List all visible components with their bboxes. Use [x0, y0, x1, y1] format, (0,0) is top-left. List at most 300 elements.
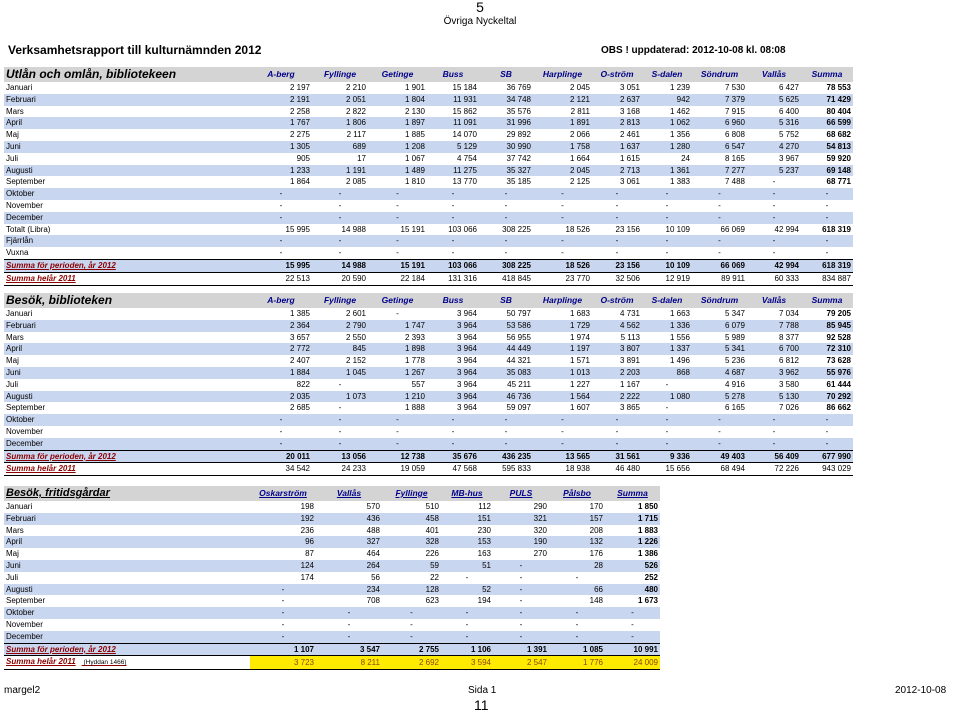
cell-value: 1 673	[637, 596, 658, 606]
cell-value: -	[592, 212, 642, 224]
period-sum-value: 10 991	[605, 643, 660, 656]
cell-value: 1 197	[533, 343, 592, 355]
period-sum-value: 2 755	[382, 643, 441, 656]
visits-table	[4, 293, 853, 476]
cell-value: 6 165	[724, 403, 745, 413]
cell-value: 3 807	[592, 343, 642, 355]
cell-value: 6 960	[692, 117, 747, 129]
cell-value: 1 045	[312, 367, 368, 379]
cell-value: 3 967	[778, 153, 799, 163]
cell-value: -	[427, 438, 479, 450]
cell-value: 56 955	[506, 332, 531, 342]
cell-value: 14 988	[341, 224, 366, 234]
column-header: Getinge	[368, 67, 427, 82]
cell-value: 31 996	[479, 117, 533, 129]
period-sum-value: 1 391	[493, 643, 549, 656]
period-sum-label: Summa för perioden, år 2012	[4, 450, 250, 463]
cell-value: 5 130	[747, 391, 801, 403]
cell-value: 226	[425, 549, 439, 559]
cell-value: 270	[533, 549, 547, 559]
cell-value: 327	[316, 536, 382, 548]
cell-value: -	[493, 560, 549, 572]
year-sum-value: 943 029	[801, 463, 853, 476]
cell-value: -	[642, 188, 692, 200]
cell-value: 234	[316, 584, 382, 596]
row-label: Februari	[4, 320, 250, 332]
cell-value: 1 356	[669, 130, 690, 140]
row-label: September	[6, 596, 46, 606]
cell-value: 5 278	[692, 391, 747, 403]
cell-value: 1 191	[312, 165, 368, 177]
table-row	[4, 141, 853, 153]
cell-value: 15 191	[400, 224, 425, 234]
cell-value: 618 319	[822, 224, 851, 234]
cell-value: -	[615, 426, 619, 436]
cell-value: -	[250, 438, 312, 450]
cell-value: 488	[366, 525, 380, 535]
cell-value: 22	[430, 572, 439, 582]
cell-value: 2 601	[345, 309, 366, 318]
cell-value: 79 205	[826, 309, 851, 318]
cell-value: 689	[312, 141, 368, 153]
cell-value: 4 754	[456, 153, 477, 163]
period-sum-value: 10 109	[642, 259, 692, 272]
cell-value: -	[479, 212, 533, 224]
column-header: Summa	[801, 67, 853, 82]
cell-value: 176	[589, 549, 603, 559]
cell-value: 54 813	[801, 141, 853, 153]
table-row	[4, 426, 853, 438]
cell-value: -	[665, 248, 669, 258]
cell-value: 526	[605, 560, 660, 572]
period-sum-value: 436 235	[479, 450, 533, 463]
cell-value: 905	[296, 153, 310, 163]
cell-value: 5 752	[778, 130, 799, 140]
cell-value: -	[549, 607, 605, 619]
cell-value: 480	[605, 584, 660, 596]
row-label: April	[4, 117, 250, 129]
period-sum-value: 20 011	[250, 450, 312, 463]
cell-value: -	[382, 607, 441, 619]
cell-value: -	[772, 177, 776, 187]
cell-value: 2 811	[570, 106, 590, 116]
footer-filename: margel2	[4, 685, 41, 696]
cell-value: 1 885	[404, 130, 425, 140]
cell-value: 290	[533, 502, 547, 511]
cell-value: -	[718, 248, 721, 258]
row-label: Januari	[6, 502, 33, 511]
table-row	[4, 212, 853, 224]
cell-value: 2 045	[569, 83, 590, 92]
cell-value: 1 901	[404, 83, 425, 92]
footer-page: Sida 1	[468, 685, 497, 696]
cell-value: 1 361	[642, 165, 692, 177]
table-row	[4, 536, 660, 548]
year-sum-value: 60 333	[747, 272, 801, 285]
cell-value: 18 526	[565, 224, 590, 234]
cell-value: 236	[300, 525, 314, 535]
cell-value: -	[493, 607, 549, 619]
period-sum-value: 1 107	[250, 643, 316, 656]
cell-value: 66	[549, 584, 605, 596]
cell-value: 15 184	[452, 83, 477, 92]
cell-value: 51	[441, 560, 493, 572]
table-row	[4, 188, 853, 200]
row-label: Januari	[6, 83, 33, 92]
cell-value: 3 061	[619, 177, 640, 187]
cell-value: 464	[366, 549, 380, 559]
youth-title: Besök, fritidsgårdar	[4, 486, 250, 501]
table-row	[4, 247, 853, 259]
period-sum-value: 18 526	[533, 259, 592, 272]
loans-table	[4, 67, 853, 286]
cell-value: 1 767	[250, 117, 312, 129]
year-sum-value: 20 590	[312, 272, 368, 285]
table-row	[4, 332, 853, 344]
cell-value: 2 407	[289, 356, 310, 366]
cell-value: 56	[371, 572, 380, 582]
row-label: Augusti	[4, 165, 250, 177]
cell-value: -	[368, 212, 427, 224]
cell-value: 7 788	[747, 320, 801, 332]
cell-value: -	[561, 426, 564, 436]
cell-value: 6 812	[778, 356, 799, 366]
cell-value: -	[281, 596, 285, 606]
cell-value: 2 085	[345, 177, 366, 187]
cell-value: 68 771	[826, 177, 851, 187]
cell-value: 1 280	[642, 141, 692, 153]
cell-value: -	[316, 607, 382, 619]
cell-value: -	[451, 200, 455, 210]
cell-value: -	[665, 403, 669, 413]
cell-value: 66 599	[801, 117, 853, 129]
cell-value: 2 822	[345, 106, 366, 116]
cell-value: 2 121	[533, 94, 592, 106]
cell-value: -	[250, 188, 312, 200]
cell-value: -	[396, 200, 399, 210]
cell-value: -	[316, 631, 382, 643]
row-label: November	[6, 426, 43, 436]
cell-value: -	[465, 619, 469, 629]
cell-value: 2 066	[569, 130, 590, 140]
cell-value: 1 663	[669, 309, 690, 318]
cell-value: 3 964	[427, 343, 479, 355]
cell-value: -	[665, 426, 669, 436]
cell-value: -	[665, 200, 669, 210]
column-header: A-berg	[250, 293, 312, 308]
year-sum-row	[4, 463, 853, 476]
cell-value: 4 562	[592, 320, 642, 332]
period-sum-value: 49 403	[692, 450, 747, 463]
year-sum-value: 23 770	[533, 272, 592, 285]
cell-value: -	[575, 619, 579, 629]
cell-value: 72 310	[801, 343, 853, 355]
cell-value: 1 883	[637, 525, 658, 535]
cell-value: -	[747, 438, 801, 450]
cell-value: 59	[382, 560, 441, 572]
period-sum-value: 14 988	[312, 259, 368, 272]
cell-value: 15 862	[452, 106, 477, 116]
cell-value: -	[533, 438, 592, 450]
cell-value: 570	[366, 502, 380, 511]
year-sum-value: 34 542	[250, 463, 312, 476]
youth-section	[4, 486, 660, 670]
cell-value: 1 715	[605, 513, 660, 525]
cell-value: 942	[642, 94, 692, 106]
cell-value: -	[479, 235, 533, 247]
cell-value: 2 275	[289, 130, 310, 140]
cell-value: 2 203	[592, 367, 642, 379]
cell-value: 4 731	[619, 309, 640, 318]
cell-value: 3 964	[456, 403, 477, 413]
row-label: Juni	[4, 141, 250, 153]
cell-value: 11 091	[427, 117, 479, 129]
period-sum-value: 1 085	[549, 643, 605, 656]
period-sum-value: 9 336	[642, 450, 692, 463]
cell-value: 1 850	[637, 502, 658, 511]
cell-value: 1 239	[669, 83, 690, 92]
cell-value: 1 571	[569, 356, 590, 366]
cell-value: -	[281, 619, 285, 629]
cell-value: 34 748	[479, 94, 533, 106]
year-sum-row	[4, 656, 660, 670]
table-row	[4, 235, 853, 247]
row-label: Juli	[6, 572, 19, 582]
row-label: Maj	[6, 549, 19, 559]
visits-section	[4, 293, 853, 476]
table-row	[4, 414, 853, 426]
period-sum-value: 3 547	[316, 643, 382, 656]
cell-value: 10 109	[665, 224, 690, 234]
cell-value: 1 564	[533, 391, 592, 403]
cell-value: 3 657	[289, 332, 310, 342]
table-row	[4, 379, 853, 391]
cell-value: -	[549, 631, 605, 643]
cell-value: -	[665, 379, 669, 389]
table-row	[4, 548, 660, 560]
cell-value: -	[250, 235, 312, 247]
year-sum-value: 3 594	[441, 656, 493, 670]
cell-value: 78 553	[826, 83, 851, 92]
cell-value: 623	[425, 596, 439, 606]
cell-value: 1 778	[404, 356, 425, 366]
table-row	[4, 117, 853, 129]
cell-value: 96	[250, 536, 316, 548]
cell-value: 1 067	[404, 153, 425, 163]
period-sum-value: 66 069	[692, 259, 747, 272]
year-sum-value: 131 316	[427, 272, 479, 285]
cell-value: 3 891	[619, 356, 640, 366]
cell-value: -	[338, 200, 342, 210]
cell-value: 6 808	[724, 130, 745, 140]
cell-value: -	[801, 438, 853, 450]
cell-value: 68 682	[826, 130, 851, 140]
loans-title: Utlån och omlån, bibliotekeen	[4, 67, 250, 82]
cell-value: 151	[441, 513, 493, 525]
cell-value: -	[427, 212, 479, 224]
row-label: December	[4, 212, 250, 224]
cell-value: 1 806	[312, 117, 368, 129]
row-label: Vuxna	[6, 248, 29, 258]
table-row	[4, 308, 853, 320]
cell-value: 3 051	[619, 83, 640, 92]
cell-value: 2 813	[592, 117, 642, 129]
cell-value: 1 804	[368, 94, 427, 106]
cell-value: -	[533, 212, 592, 224]
cell-value: 148	[589, 596, 603, 606]
period-sum-value: 15 191	[368, 259, 427, 272]
cell-value: -	[592, 438, 642, 450]
cell-value: 73 628	[826, 356, 851, 366]
cell-value: -	[396, 248, 399, 258]
cell-value: 1 637	[592, 141, 642, 153]
cell-value: 2 222	[592, 391, 642, 403]
cell-value: 85 945	[801, 320, 853, 332]
cell-value: 2 364	[250, 320, 312, 332]
cell-value: 3 964	[456, 309, 477, 318]
cell-value: -	[519, 596, 523, 606]
cell-value: 5 113	[620, 332, 640, 342]
cell-value: -	[338, 403, 342, 413]
year-sum-value: 72 226	[747, 463, 801, 476]
cell-value: 24	[681, 153, 690, 163]
cell-value: -	[410, 619, 413, 629]
cell-value: 3 964	[456, 332, 477, 342]
year-sum-value: 1 776	[549, 656, 605, 670]
loans-section	[4, 67, 853, 286]
cell-value: 52	[441, 584, 493, 596]
row-label: November	[6, 619, 43, 629]
cell-value: -	[279, 200, 283, 210]
column-header: O-ström	[592, 67, 642, 82]
year-sum-value: 89 911	[692, 272, 747, 285]
cell-value: -	[592, 188, 642, 200]
period-sum-label: Summa för perioden, år 2012	[4, 259, 250, 272]
cell-value: -	[605, 631, 660, 643]
cell-value: 128	[382, 584, 441, 596]
cell-value: 3 580	[778, 379, 799, 389]
year-sum-value: 595 833	[479, 463, 533, 476]
cell-value: 61 444	[826, 379, 851, 389]
row-label: Februari	[4, 94, 250, 106]
cell-value: 3 962	[747, 367, 801, 379]
cell-value: 28	[549, 560, 605, 572]
cell-value: -	[451, 426, 455, 436]
column-header: Vallås	[747, 67, 801, 82]
cell-value: 3 964	[427, 367, 479, 379]
cell-value: 2 117	[346, 130, 366, 140]
cell-value: 6 079	[692, 320, 747, 332]
cell-value: -	[615, 200, 619, 210]
cell-value: 4 687	[692, 367, 747, 379]
cell-value: -	[592, 235, 642, 247]
table-row	[4, 572, 660, 584]
cell-value: 1 337	[642, 343, 692, 355]
cell-value: 252	[644, 572, 658, 582]
cell-value: 2 210	[345, 83, 366, 92]
cell-value: 7 530	[724, 83, 745, 92]
cell-value: 1 226	[605, 536, 660, 548]
year-sum-value: 22 513	[250, 272, 312, 285]
table-row	[4, 106, 853, 118]
cell-value: 7 379	[692, 94, 747, 106]
cell-value: 2 461	[619, 130, 640, 140]
column-header: Fyllinge	[312, 293, 368, 308]
row-label: December	[4, 631, 250, 643]
year-sum-label: Summa helår 2011 (Hyddan 1466)	[4, 656, 250, 670]
cell-value: -	[493, 631, 549, 643]
table-row	[4, 94, 853, 106]
column-header: Summa	[801, 293, 853, 308]
table-row	[4, 438, 853, 450]
cell-value: 92 528	[826, 332, 851, 342]
cell-value: -	[605, 607, 660, 619]
cell-value: 69 148	[801, 165, 853, 177]
cell-value: 2 637	[592, 94, 642, 106]
cell-value: -	[575, 572, 579, 582]
cell-value: -	[427, 414, 479, 426]
cell-value: 35 185	[506, 177, 531, 187]
period-sum-value: 23 156	[592, 259, 642, 272]
year-sum-value: 47 568	[427, 463, 479, 476]
cell-value: 1 747	[368, 320, 427, 332]
period-sum-label: Summa för perioden, år 2012	[4, 643, 250, 656]
cell-value: -	[368, 188, 427, 200]
cell-value: -	[772, 426, 776, 436]
page-number: 5	[476, 0, 484, 15]
cell-value: 11 931	[427, 94, 479, 106]
cell-value: 1 974	[569, 332, 590, 342]
cell-value: -	[825, 426, 829, 436]
cell-value: 66 069	[720, 224, 745, 234]
cell-value: 7 277	[692, 165, 747, 177]
cell-value: 3 865	[619, 403, 640, 413]
cell-value: -	[772, 200, 776, 210]
cell-value: 822	[296, 379, 310, 389]
cell-value: 35 327	[479, 165, 533, 177]
youth-table	[4, 486, 660, 670]
cell-value: 1 489	[368, 165, 427, 177]
cell-value: 53 586	[479, 320, 533, 332]
footer-page-number: 11	[474, 697, 489, 713]
cell-value: -	[747, 212, 801, 224]
cell-value: 3 964	[427, 320, 479, 332]
cell-value: -	[479, 188, 533, 200]
cell-value: -	[441, 631, 493, 643]
cell-value: -	[801, 414, 853, 426]
cell-value: -	[561, 248, 564, 258]
cell-value: 44 449	[479, 343, 533, 355]
table-row	[4, 343, 853, 355]
cell-value: -	[427, 235, 479, 247]
table-row	[4, 200, 853, 212]
cell-value: -	[312, 414, 368, 426]
period-sum-row	[4, 643, 660, 656]
cell-value: -	[312, 438, 368, 450]
column-header: Harplinge	[533, 293, 592, 308]
cell-value: 1 683	[569, 309, 590, 318]
cell-value: -	[338, 248, 342, 258]
table-row	[4, 584, 660, 596]
table-row	[4, 619, 660, 631]
cell-value: 1 891	[533, 117, 592, 129]
table-row	[4, 153, 853, 165]
year-sum-value: 418 845	[479, 272, 533, 285]
row-label: Mars	[6, 332, 24, 342]
cell-value: -	[250, 607, 316, 619]
cell-value: 1 208	[368, 141, 427, 153]
cell-value: 264	[316, 560, 382, 572]
